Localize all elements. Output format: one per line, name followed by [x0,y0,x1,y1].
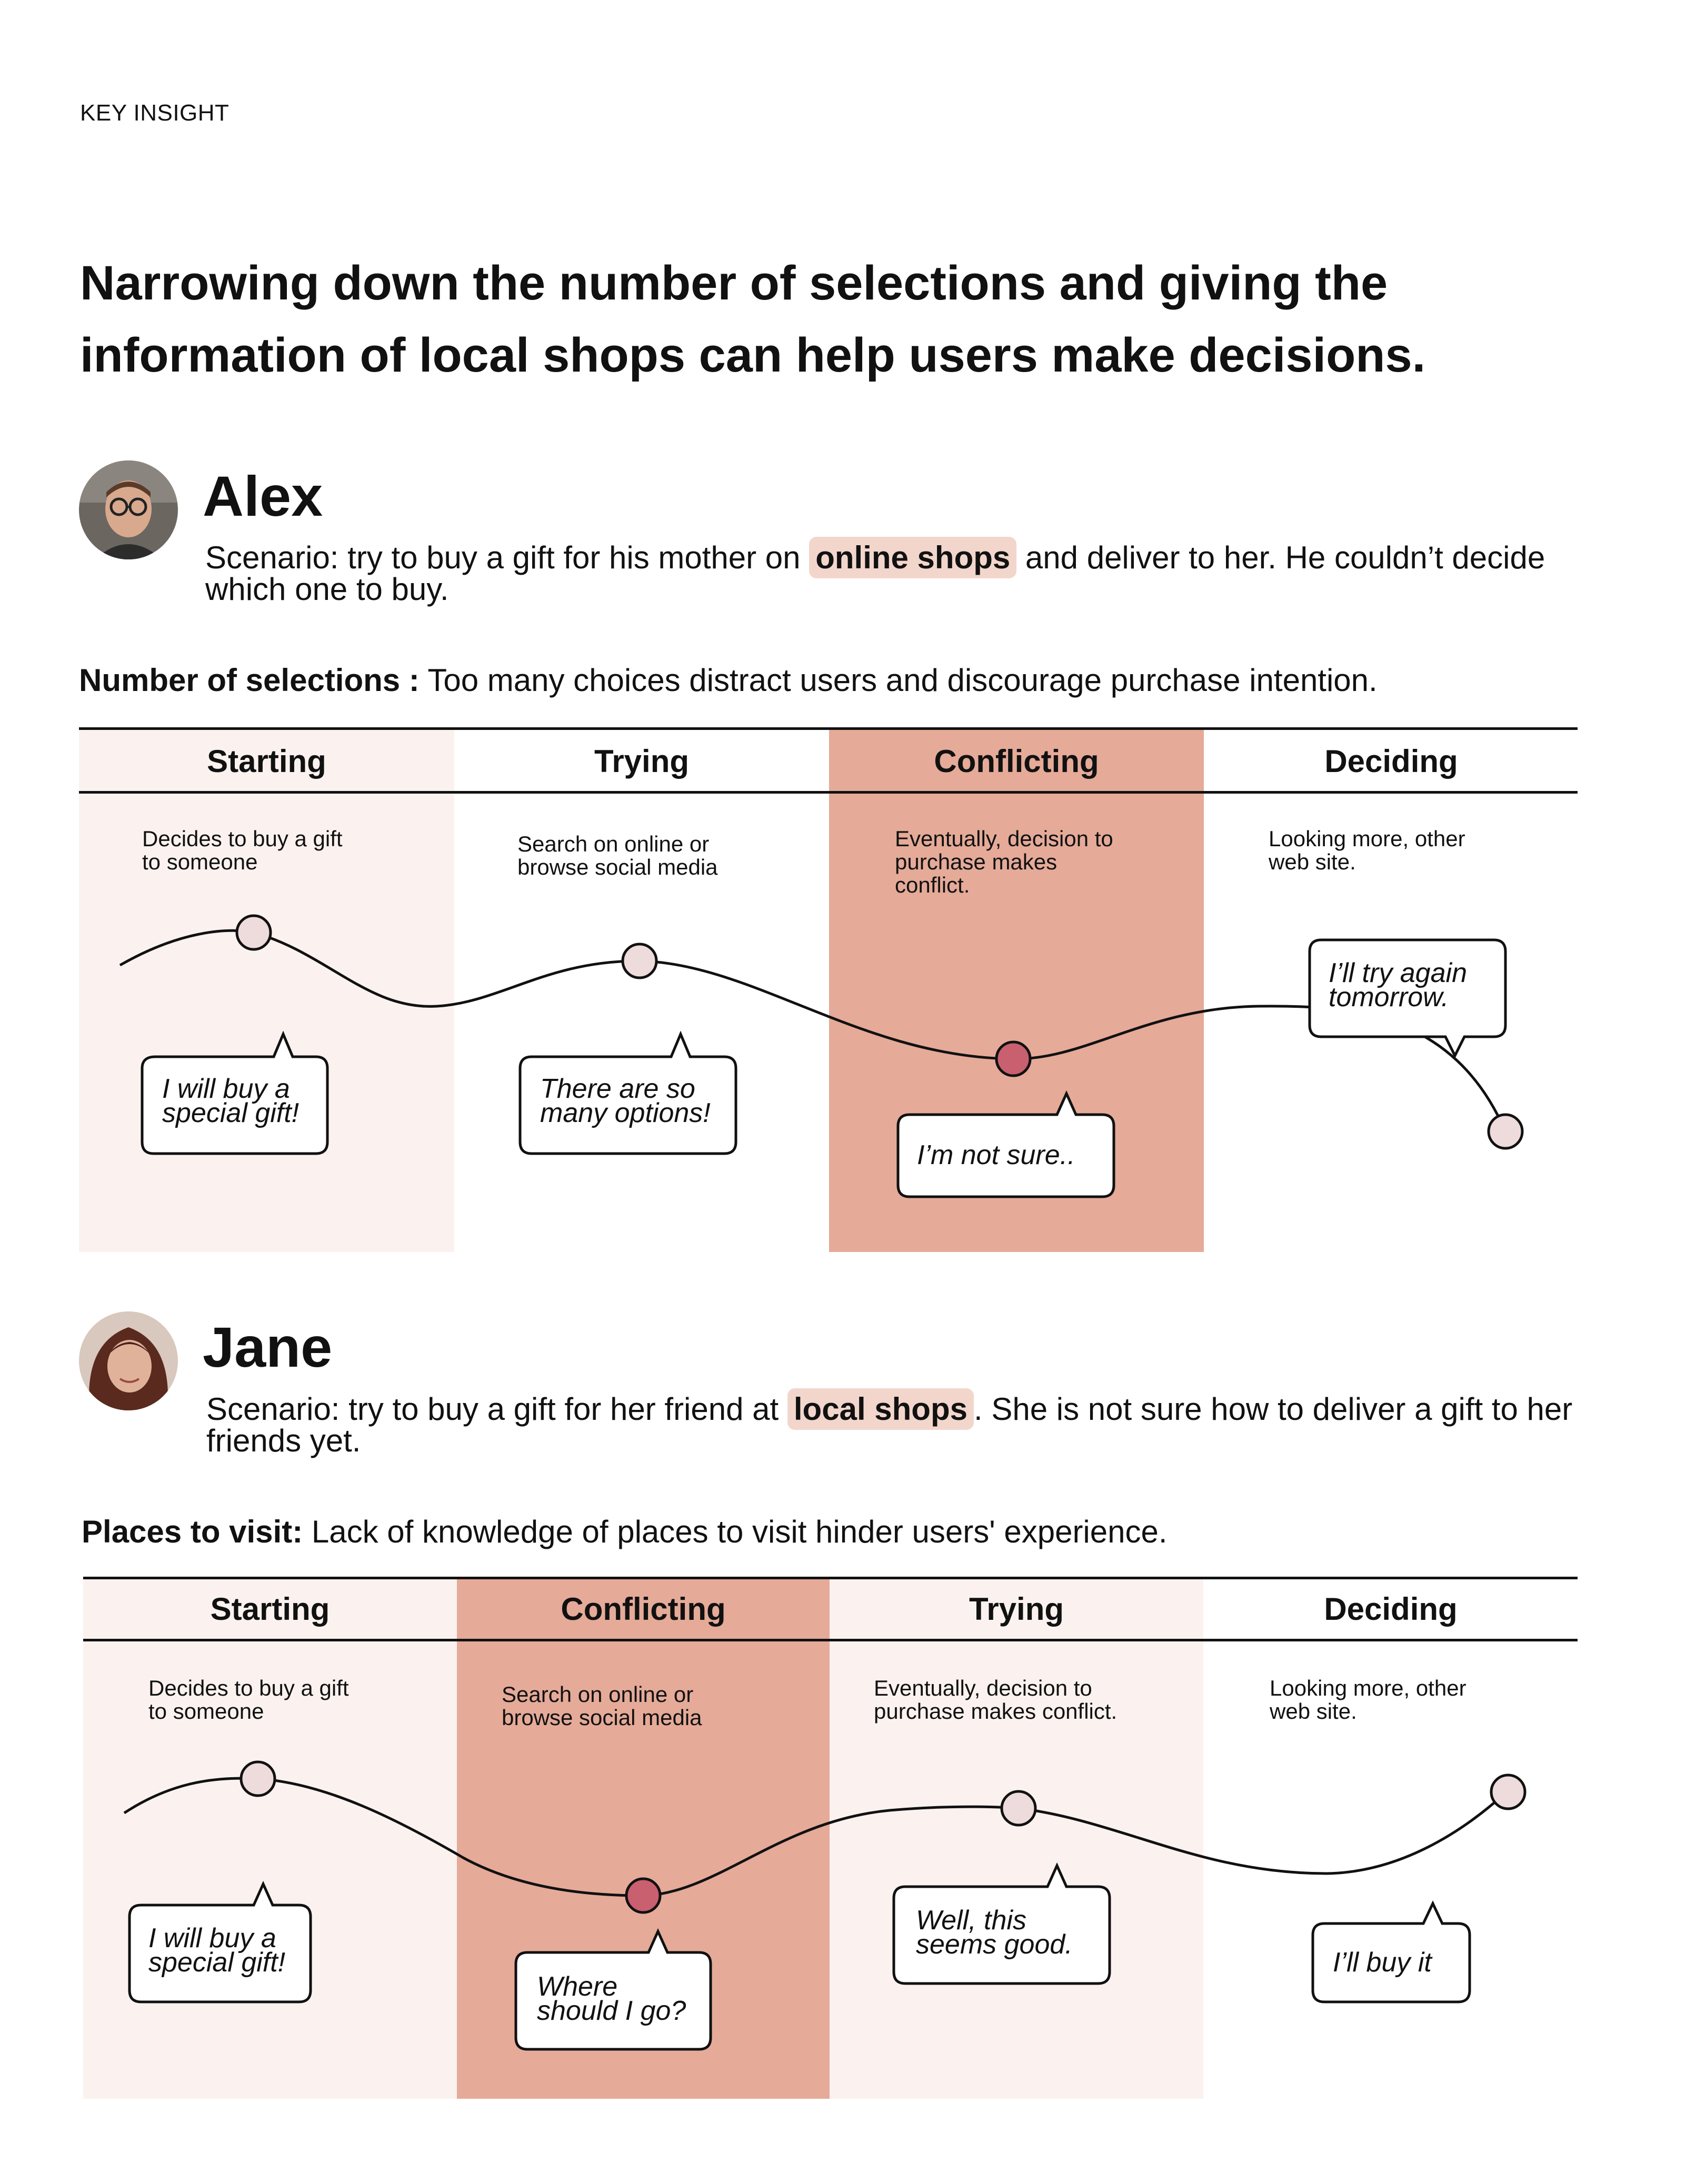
stage-label: Conflicting [561,1591,726,1627]
subhead-title: Places to visit: [82,1514,303,1549]
quote-text: There are so many options! [540,1074,711,1128]
scenario-text: and deliver to her. He couldn’t decide which one to buy. [205,540,1545,607]
stage-description: Decides to buy a gift to someone [142,826,343,874]
stage-label: Trying [969,1591,1064,1627]
persona-name-alex: Alex [203,464,323,528]
quote-text: I will buy a special gift! [162,1074,300,1128]
highlight-local-shops: local shops [787,1388,974,1430]
stage-label: Starting [210,1591,330,1627]
quote-text: I’ll try again tomorrow. [1329,958,1467,1013]
subhead-text: Lack of knowledge of places to visit hinder users' experience. [303,1514,1168,1549]
journey-node [1491,1775,1525,1809]
stage-description: Search on online or browse social media [502,1682,702,1730]
stage-description: Decides to buy a gift to someone [148,1676,349,1724]
quote-text: Well, this seems good. [916,1905,1073,1960]
quote-text: I’m not sure.. [917,1140,1075,1170]
scenario-text: . She is not sure how to deliver a gift to her friends yet. [206,1391,1573,1458]
journey-node [241,1762,275,1796]
highlight-online-shops: online shops [809,537,1016,578]
stage-description: Looking more, other web site. [1270,1676,1466,1724]
scenario-text: Scenario: try to buy a gift for her friend at [206,1391,787,1427]
journey-node [626,1879,660,1912]
stage-description: Looking more, other web site. [1269,826,1465,874]
headline: Narrowing down the number of selections and giving the information of local shops can help users make decisions. [80,256,1426,382]
stage-description: Eventually, decision to purchase makes conflict. [874,1676,1118,1724]
quote-text: Where should I go? [537,1971,686,2026]
persona-name-jane: Jane [203,1315,333,1379]
subhead-text: Too many choices distract users and discourage purchase intention. [419,663,1378,698]
quote-text: I will buy a special gift! [148,1923,286,1978]
quote-text: I’ll buy it [1333,1947,1432,1978]
journey-node [1002,1791,1035,1825]
stage-description: Eventually, decision to purchase makes conflict. [895,826,1113,897]
stage-label: Trying [594,744,690,779]
stage-label: Deciding [1324,744,1458,779]
subhead-title: Number of selections : [79,663,420,698]
scenario-text: Scenario: try to buy a gift for his mother on [205,540,810,575]
stage-label: Starting [207,744,326,779]
eyebrow-label: KEY INSIGHT [80,100,230,126]
stage-label: Conflicting [934,744,1099,779]
stage-label: Deciding [1324,1591,1458,1627]
stage-description: Search on online or browse social media [517,831,718,879]
